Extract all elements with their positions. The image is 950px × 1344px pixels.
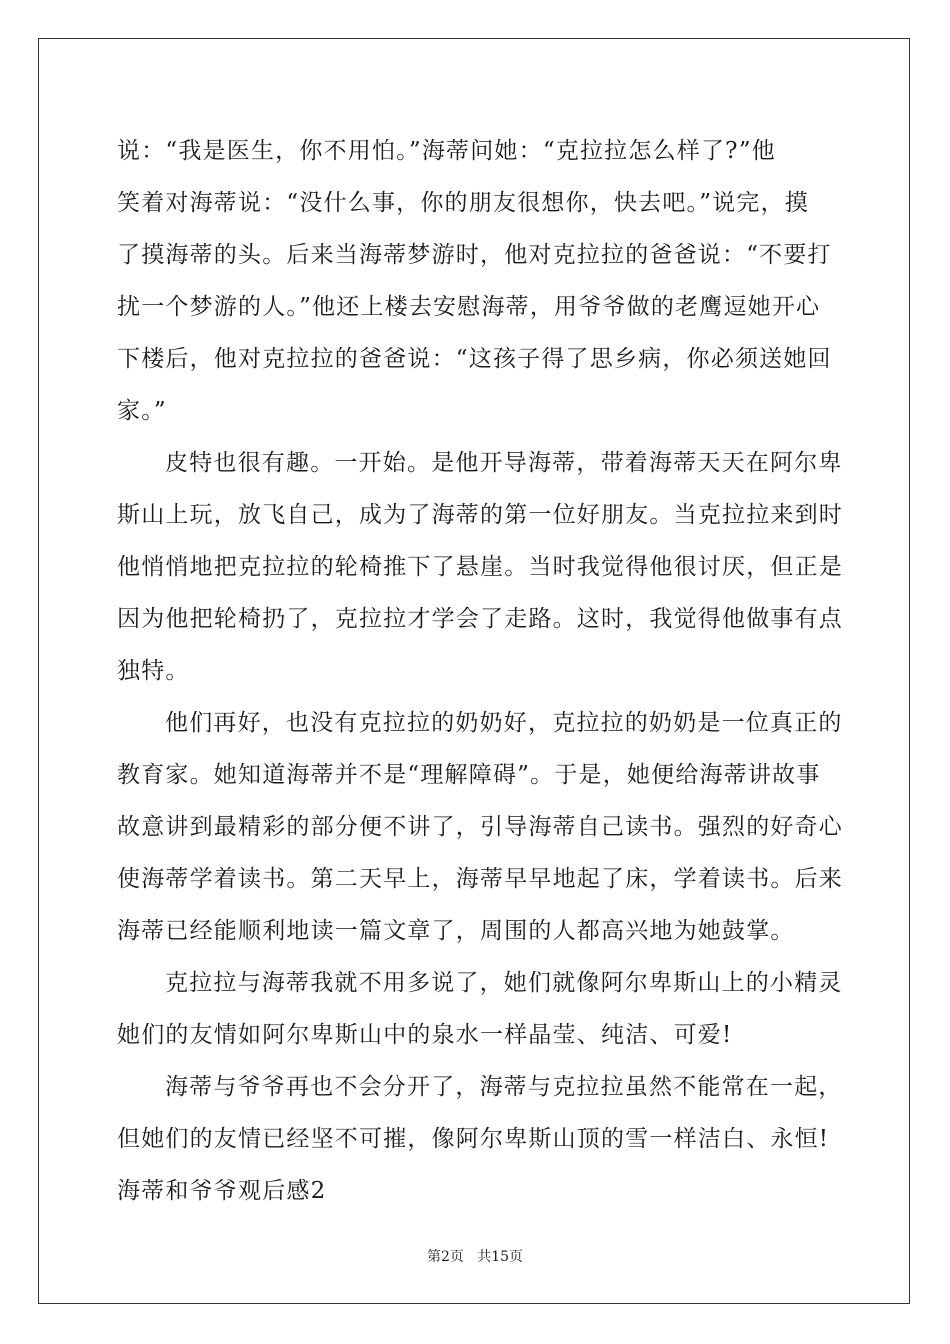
section-heading: 海蒂和爷爷观后感2 bbox=[117, 1178, 327, 1204]
text-line: 独特。 bbox=[117, 658, 190, 684]
text-line: 因为他把轮椅扔了，克拉拉才学会了走路。这时，我觉得他做事有点 bbox=[117, 606, 843, 632]
text-line: 故意讲到最精彩的部分便不讲了，引导海蒂自己读书。强烈的好奇心 bbox=[117, 814, 843, 840]
document-body bbox=[117, 125, 843, 1217]
paragraph-first-line: 皮特也很有趣。一开始。是他开导海蒂，带着海蒂天天在阿尔卑 bbox=[165, 450, 843, 476]
text-line: 家。” bbox=[117, 398, 167, 424]
text-line: 海蒂已经能顺利地读一篇文章了，周围的人都高兴地为她鼓掌。 bbox=[117, 918, 795, 944]
text-line: 她们的友情如阿尔卑斯山中的泉水一样晶莹、纯洁、可爱! bbox=[117, 1022, 733, 1048]
page-number: 第2页 共15页 bbox=[426, 1249, 524, 1265]
text-line: 说：“我是医生，你不用怕。”海蒂问她：“克拉拉怎么样了?”他 bbox=[117, 138, 776, 164]
paragraph-first-line: 他们再好，也没有克拉拉的奶奶好，克拉拉的奶奶是一位真正的 bbox=[165, 710, 843, 736]
text-line: 下楼后，他对克拉拉的爸爸说：“这孩子得了思乡病，你必须送她回 bbox=[117, 346, 832, 372]
text-line: 扰一个梦游的人。”他还上楼去安慰海蒂，用爷爷做的老鹰逗她开心 bbox=[117, 294, 821, 320]
text-line: 使海蒂学着读书。第二天早上，海蒂早早地起了床，学着读书。后来 bbox=[117, 866, 843, 892]
text-line: 了摸海蒂的头。后来当海蒂梦游时，他对克拉拉的爸爸说：“不要打 bbox=[117, 242, 832, 268]
text-line: 教育家。她知道海蒂并不是“理解障碍”。于是，她便给海蒂讲故事 bbox=[117, 762, 821, 788]
text-line: 但她们的友情已经坚不可摧，像阿尔卑斯山顶的雪一样洁白、永恒! bbox=[117, 1126, 830, 1152]
text-line: 斯山上玩，放飞自己，成为了海蒂的第一位好朋友。当克拉拉来到时 bbox=[117, 502, 843, 528]
paragraph-first-line: 克拉拉与海蒂我就不用多说了，她们就像阿尔卑斯山上的小精灵 bbox=[165, 970, 843, 996]
paragraph-first-line: 海蒂与爷爷再也不会分开了，海蒂与克拉拉虽然不能常在一起， bbox=[165, 1074, 843, 1100]
text-line: 他悄悄地把克拉拉的轮椅推下了悬崖。当时我觉得他很讨厌，但正是 bbox=[117, 554, 843, 580]
text-line: 笑着对海蒂说：“没什么事，你的朋友很想你，快去吧。”说完，摸 bbox=[117, 190, 810, 216]
